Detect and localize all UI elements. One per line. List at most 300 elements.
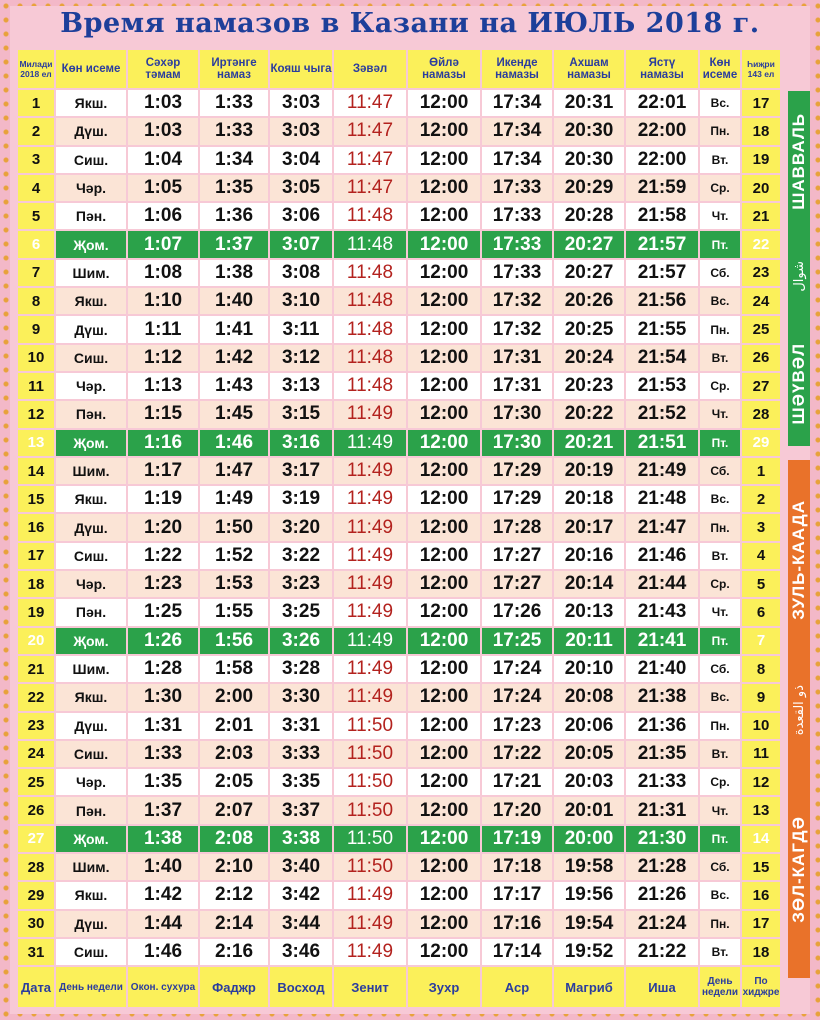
table-cell: 19: [742, 147, 780, 173]
table-cell: 17:29: [482, 486, 552, 512]
footer-cell: Аср: [482, 967, 552, 1007]
table-row: [18, 260, 780, 286]
month-band-shawwal-bottom: [788, 321, 810, 446]
header-cell: Ястү намазы: [626, 50, 698, 88]
table-cell: 3:31: [270, 713, 332, 739]
table-cell: 17: [742, 90, 780, 116]
table-cell: 11:47: [334, 147, 406, 173]
table-cell: 3:03: [270, 118, 332, 144]
footer-cell: Зухр: [408, 967, 480, 1007]
table-cell: 21:46: [626, 543, 698, 569]
table-cell: Пт.: [700, 231, 740, 257]
table-cell: 20:29: [554, 175, 624, 201]
table-cell: 1:07: [128, 231, 198, 257]
month-label-dhulqaada-arabic: ذو القعدة: [791, 684, 807, 736]
table-cell: 21:30: [626, 826, 698, 852]
footer-cell: По хиджре: [742, 967, 780, 1007]
table-cell: 14: [742, 826, 780, 852]
table-cell: Шим.: [56, 854, 126, 880]
table-cell: 11:49: [334, 486, 406, 512]
table-cell: 17:29: [482, 458, 552, 484]
table-cell: 20:30: [554, 147, 624, 173]
table-row: [18, 543, 780, 569]
table-cell: 20:00: [554, 826, 624, 852]
table-row: [18, 345, 780, 371]
table-cell: 3:42: [270, 882, 332, 908]
table-cell: 9: [18, 316, 54, 342]
table-cell: 3:03: [270, 90, 332, 116]
table-cell: 17:24: [482, 684, 552, 710]
header-cell: Өйлә намазы: [408, 50, 480, 88]
table-cell: 20:27: [554, 260, 624, 286]
table-cell: 9: [742, 684, 780, 710]
table-cell: 1:17: [128, 458, 198, 484]
table-cell: 19: [18, 599, 54, 625]
table-cell: 11:48: [334, 373, 406, 399]
table-cell: 12:00: [408, 741, 480, 767]
table-cell: Сб.: [700, 458, 740, 484]
table-cell: 17:19: [482, 826, 552, 852]
table-cell: Дүш.: [56, 118, 126, 144]
month-band-dhulqaada-bottom: [788, 760, 810, 978]
table-cell: 3:23: [270, 571, 332, 597]
table-row: [18, 797, 780, 823]
table-cell: 4: [742, 543, 780, 569]
table-cell: 1:53: [200, 571, 268, 597]
table-cell: 2:14: [200, 911, 268, 937]
table-cell: 1:12: [128, 345, 198, 371]
table-cell: 11:49: [334, 911, 406, 937]
table-cell: 20:14: [554, 571, 624, 597]
table-cell: 1:56: [200, 628, 268, 654]
header-cell: Сәхәр тәмам: [128, 50, 198, 88]
table-cell: 3:19: [270, 486, 332, 512]
table-cell: 29: [742, 430, 780, 456]
table-cell: 12:00: [408, 854, 480, 880]
table-cell: 17:33: [482, 175, 552, 201]
table-header-row: [18, 50, 780, 88]
table-cell: 21:36: [626, 713, 698, 739]
table-cell: 27: [742, 373, 780, 399]
table-cell: 15: [742, 854, 780, 880]
table-cell: 6: [742, 599, 780, 625]
table-cell: 7: [742, 628, 780, 654]
table-cell: Пән.: [56, 203, 126, 229]
table-cell: 3:33: [270, 741, 332, 767]
table-cell: 17:28: [482, 514, 552, 540]
footer-cell: День недели: [56, 967, 126, 1007]
table-cell: 28: [18, 854, 54, 880]
table-cell: 24: [742, 288, 780, 314]
table-cell: 12:00: [408, 939, 480, 965]
header-cell: Икенде намазы: [482, 50, 552, 88]
table-cell: 1:19: [128, 486, 198, 512]
table-cell: 17:18: [482, 854, 552, 880]
table-cell: 11:47: [334, 118, 406, 144]
table-cell: 11:50: [334, 769, 406, 795]
table-cell: 12:00: [408, 430, 480, 456]
table-cell: Дүш.: [56, 911, 126, 937]
table-cell: 1:16: [128, 430, 198, 456]
table-cell: Ср.: [700, 373, 740, 399]
table-cell: 12:00: [408, 260, 480, 286]
table-cell: Чт.: [700, 401, 740, 427]
table-cell: 17:16: [482, 911, 552, 937]
table-cell: 1:04: [128, 147, 198, 173]
table-cell: 26: [742, 345, 780, 371]
table-cell: 21:38: [626, 684, 698, 710]
table-cell: 18: [742, 939, 780, 965]
table-row: [18, 656, 780, 682]
table-cell: Вт.: [700, 741, 740, 767]
table-cell: 1:35: [200, 175, 268, 201]
table-footer-row: [18, 967, 780, 1007]
table-cell: Чт.: [700, 797, 740, 823]
table-cell: 3:40: [270, 854, 332, 880]
table-cell: 17:31: [482, 373, 552, 399]
table-cell: 12:00: [408, 373, 480, 399]
table-cell: 3:17: [270, 458, 332, 484]
table-cell: 1:33: [128, 741, 198, 767]
table-cell: 8: [18, 288, 54, 314]
table-cell: 15: [18, 486, 54, 512]
table-cell: Чәр.: [56, 769, 126, 795]
table-cell: 2:16: [200, 939, 268, 965]
table-cell: 17:23: [482, 713, 552, 739]
table-cell: 20:13: [554, 599, 624, 625]
table-row: [18, 486, 780, 512]
table-cell: 1:40: [200, 288, 268, 314]
table-cell: 3: [18, 147, 54, 173]
table-cell: 11:49: [334, 599, 406, 625]
table-cell: 1:49: [200, 486, 268, 512]
table-cell: 21:44: [626, 571, 698, 597]
table-cell: 20:22: [554, 401, 624, 427]
table-cell: 1:58: [200, 656, 268, 682]
table-cell: 1:42: [200, 345, 268, 371]
table-cell: 1:50: [200, 514, 268, 540]
table-cell: 1:37: [128, 797, 198, 823]
table-cell: 21:52: [626, 401, 698, 427]
table-cell: 12:00: [408, 713, 480, 739]
header-cell: Милади 2018 ел: [18, 50, 54, 88]
table-cell: 12:00: [408, 911, 480, 937]
table-cell: 19:56: [554, 882, 624, 908]
table-cell: Дүш.: [56, 316, 126, 342]
table-row: [18, 628, 780, 654]
table-cell: 1:40: [128, 854, 198, 880]
table-cell: 2: [742, 486, 780, 512]
table-cell: 11:50: [334, 713, 406, 739]
table-cell: 1:03: [128, 90, 198, 116]
table-cell: 21:51: [626, 430, 698, 456]
header-cell: Кояш чыга: [270, 50, 332, 88]
table-cell: 11:48: [334, 316, 406, 342]
table-cell: 20:17: [554, 514, 624, 540]
month-band-shawwal-arabic: [788, 231, 810, 321]
table-cell: 1:47: [200, 458, 268, 484]
table-cell: Якш.: [56, 90, 126, 116]
table-cell: 1:31: [128, 713, 198, 739]
table-cell: 17:32: [482, 288, 552, 314]
table-row: [18, 713, 780, 739]
table-cell: 20:08: [554, 684, 624, 710]
table-cell: Вт.: [700, 543, 740, 569]
table-cell: 20:25: [554, 316, 624, 342]
month-label-dhulqaada-tatar: ЗӨЛ-КАГДӘ: [789, 815, 808, 923]
table-cell: 3:22: [270, 543, 332, 569]
table-cell: Пт.: [700, 628, 740, 654]
table-cell: 12:00: [408, 118, 480, 144]
table-cell: 16: [18, 514, 54, 540]
table-cell: 3:20: [270, 514, 332, 540]
table-cell: Сиш.: [56, 345, 126, 371]
page-title: Время намазов в Казани на ИЮЛЬ 2018 г.: [60, 8, 760, 39]
table-row: [18, 769, 780, 795]
table-cell: 2:08: [200, 826, 268, 852]
month-band-dhulqaada-top: [788, 460, 810, 660]
table-cell: 26: [18, 797, 54, 823]
footer-cell: Иша: [626, 967, 698, 1007]
header-cell: Көн исеме: [56, 50, 126, 88]
table-cell: 21:40: [626, 656, 698, 682]
table-cell: 1:08: [128, 260, 198, 286]
table-cell: 22: [742, 231, 780, 257]
table-cell: Дүш.: [56, 713, 126, 739]
table-cell: Якш.: [56, 882, 126, 908]
header-cell: Һиҗри 143 ел: [742, 50, 780, 88]
table-cell: 12: [742, 769, 780, 795]
table-cell: 12:00: [408, 684, 480, 710]
table-cell: Пән.: [56, 797, 126, 823]
table-cell: 3:05: [270, 175, 332, 201]
table-cell: Сиш.: [56, 939, 126, 965]
table-cell: 3:37: [270, 797, 332, 823]
table-cell: 23: [18, 713, 54, 739]
table-cell: 21:31: [626, 797, 698, 823]
table-cell: 1:52: [200, 543, 268, 569]
month-band-shawwal-top: [788, 91, 810, 231]
table-cell: 1:20: [128, 514, 198, 540]
table-row: [18, 373, 780, 399]
table-cell: 17:34: [482, 147, 552, 173]
table-cell: 5: [18, 203, 54, 229]
table-cell: 1:28: [128, 656, 198, 682]
table-cell: 12:00: [408, 90, 480, 116]
table-cell: 31: [18, 939, 54, 965]
table-cell: 12:00: [408, 288, 480, 314]
table-row: [18, 514, 780, 540]
table-cell: 10: [18, 345, 54, 371]
table-cell: 23: [742, 260, 780, 286]
table-row: [18, 458, 780, 484]
table-cell: 11:49: [334, 882, 406, 908]
table-cell: 3:13: [270, 373, 332, 399]
table-cell: 1:06: [128, 203, 198, 229]
table-cell: 11:49: [334, 571, 406, 597]
table-cell: 20:27: [554, 231, 624, 257]
table-cell: Җом.: [56, 430, 126, 456]
month-label-dhulqaada: ЗУЛЬ-КААДА: [789, 500, 808, 620]
table-cell: Чәр.: [56, 373, 126, 399]
footer-cell: Окон. сухура: [128, 967, 198, 1007]
table-cell: 11:49: [334, 628, 406, 654]
table-cell: 22:00: [626, 147, 698, 173]
table-cell: 12: [18, 401, 54, 427]
table-cell: 20:28: [554, 203, 624, 229]
table-row: [18, 231, 780, 257]
table-cell: Ср.: [700, 769, 740, 795]
table-cell: 1:38: [200, 260, 268, 286]
table-cell: 1:44: [128, 911, 198, 937]
table-cell: 13: [742, 797, 780, 823]
table-cell: 12:00: [408, 882, 480, 908]
table-cell: 2:05: [200, 769, 268, 795]
table-cell: 2:01: [200, 713, 268, 739]
table-cell: Сб.: [700, 854, 740, 880]
table-cell: 1:33: [200, 90, 268, 116]
table-cell: 11: [742, 741, 780, 767]
table-cell: 20: [742, 175, 780, 201]
table-cell: 12:00: [408, 231, 480, 257]
table-cell: 25: [742, 316, 780, 342]
table-cell: Сиш.: [56, 543, 126, 569]
table-cell: 17:30: [482, 430, 552, 456]
table-row: [18, 911, 780, 937]
table-cell: 20:24: [554, 345, 624, 371]
table-cell: Пт.: [700, 430, 740, 456]
table-cell: 3:07: [270, 231, 332, 257]
table-cell: 20:16: [554, 543, 624, 569]
table-cell: Дүш.: [56, 514, 126, 540]
table-cell: 16: [742, 882, 780, 908]
table-cell: 3:25: [270, 599, 332, 625]
table-cell: Сиш.: [56, 147, 126, 173]
table-cell: 1:05: [128, 175, 198, 201]
table-cell: 1:10: [128, 288, 198, 314]
table-cell: 3:16: [270, 430, 332, 456]
table-cell: 12:00: [408, 797, 480, 823]
prayer-times-table: [16, 48, 782, 1009]
table-cell: 17:20: [482, 797, 552, 823]
table-cell: 12:00: [408, 486, 480, 512]
table-cell: Шим.: [56, 260, 126, 286]
table-cell: 20:19: [554, 458, 624, 484]
table-cell: 2:12: [200, 882, 268, 908]
table-cell: Якш.: [56, 684, 126, 710]
table-cell: 1:03: [128, 118, 198, 144]
table-cell: Ср.: [700, 175, 740, 201]
table-cell: 6: [18, 231, 54, 257]
table-cell: 11:50: [334, 826, 406, 852]
table-cell: 3:28: [270, 656, 332, 682]
table-cell: 3:46: [270, 939, 332, 965]
table-cell: 11:49: [334, 458, 406, 484]
table-cell: 12:00: [408, 345, 480, 371]
table-cell: 1:36: [200, 203, 268, 229]
table-cell: 19:54: [554, 911, 624, 937]
table-cell: 21:57: [626, 231, 698, 257]
table-cell: Пн.: [700, 316, 740, 342]
table-cell: 21:48: [626, 486, 698, 512]
table-cell: 3:12: [270, 345, 332, 371]
table-cell: 11:50: [334, 797, 406, 823]
table-cell: 21:53: [626, 373, 698, 399]
table-cell: Җом.: [56, 628, 126, 654]
table-cell: 3:35: [270, 769, 332, 795]
table-cell: 1:26: [128, 628, 198, 654]
table-cell: 17:22: [482, 741, 552, 767]
table-cell: 7: [18, 260, 54, 286]
table-cell: 17:27: [482, 571, 552, 597]
table-cell: 1:45: [200, 401, 268, 427]
table-cell: 21:57: [626, 260, 698, 286]
table-cell: 17:30: [482, 401, 552, 427]
table-cell: 21: [742, 203, 780, 229]
table-cell: 20:01: [554, 797, 624, 823]
table-cell: 2:03: [200, 741, 268, 767]
table-cell: 3:10: [270, 288, 332, 314]
table-row: [18, 401, 780, 427]
table-cell: 22:01: [626, 90, 698, 116]
table-cell: Сиш.: [56, 741, 126, 767]
table-cell: 11: [18, 373, 54, 399]
table-cell: Пн.: [700, 118, 740, 144]
table-cell: 20:21: [554, 430, 624, 456]
table-row: [18, 826, 780, 852]
table-cell: 1:23: [128, 571, 198, 597]
table-cell: 3:11: [270, 316, 332, 342]
table-cell: 2:10: [200, 854, 268, 880]
footer-cell: Магриб: [554, 967, 624, 1007]
table-cell: 17: [18, 543, 54, 569]
table-cell: 3:04: [270, 147, 332, 173]
table-cell: Якш.: [56, 288, 126, 314]
table-cell: Вт.: [700, 147, 740, 173]
table-cell: 21:55: [626, 316, 698, 342]
table-cell: 25: [18, 769, 54, 795]
table-cell: 2:07: [200, 797, 268, 823]
table-cell: 21:49: [626, 458, 698, 484]
table-row: [18, 882, 780, 908]
table-cell: 12:00: [408, 656, 480, 682]
table-cell: 20:10: [554, 656, 624, 682]
table-cell: 17:32: [482, 316, 552, 342]
table-cell: 21:41: [626, 628, 698, 654]
table-cell: 12:00: [408, 571, 480, 597]
table-cell: Пән.: [56, 599, 126, 625]
table-cell: 21:26: [626, 882, 698, 908]
table-cell: 17:34: [482, 90, 552, 116]
table-cell: 3:38: [270, 826, 332, 852]
table-cell: 13: [18, 430, 54, 456]
table-cell: 19:52: [554, 939, 624, 965]
table-cell: 11:50: [334, 854, 406, 880]
table-cell: 20:23: [554, 373, 624, 399]
table-cell: 1:35: [128, 769, 198, 795]
table-cell: 1:22: [128, 543, 198, 569]
table-cell: 11:48: [334, 288, 406, 314]
table-cell: 17: [742, 911, 780, 937]
table-row: [18, 741, 780, 767]
table-cell: 17:25: [482, 628, 552, 654]
table-cell: Сб.: [700, 260, 740, 286]
header-cell: Иртәнге намаз: [200, 50, 268, 88]
table-cell: Чәр.: [56, 571, 126, 597]
table-cell: 21:54: [626, 345, 698, 371]
table-cell: 22: [18, 684, 54, 710]
table-cell: Вт.: [700, 939, 740, 965]
